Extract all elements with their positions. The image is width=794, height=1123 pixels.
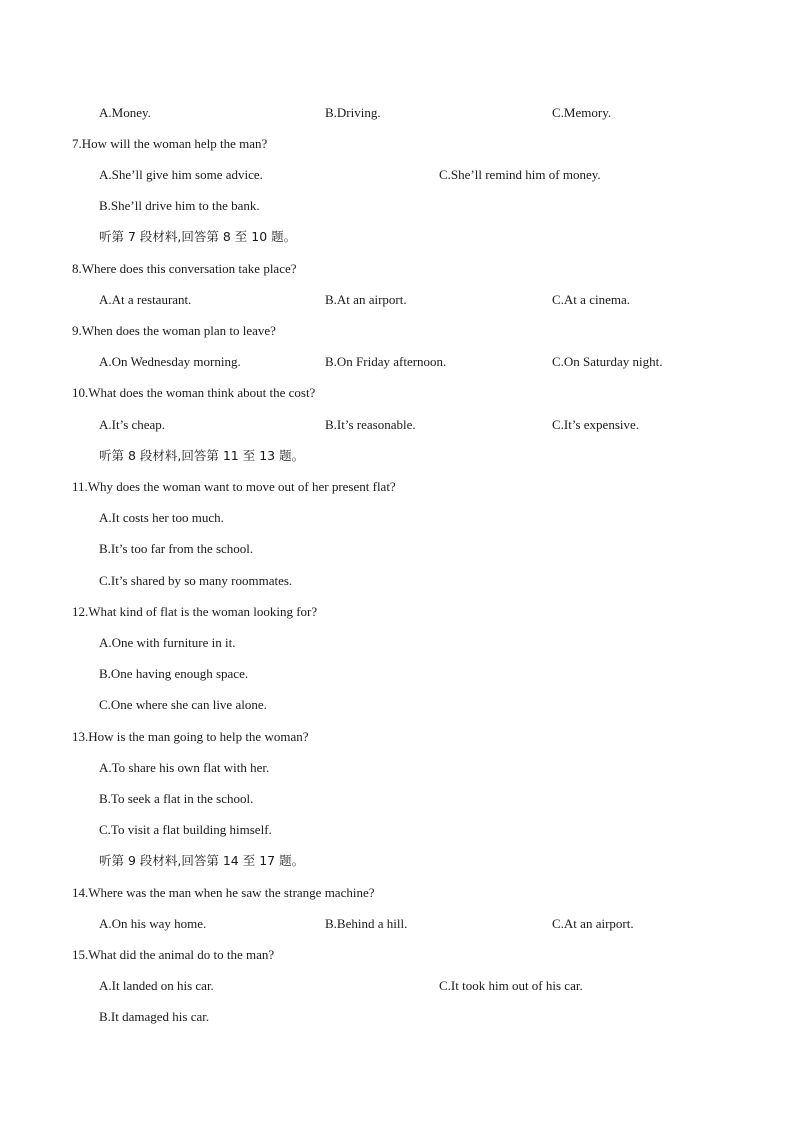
q13-option-b: B.To seek a flat in the school.: [99, 791, 254, 806]
section-heading-8: 听第 8 段材料,回答第 11 至 13 题。: [99, 448, 305, 463]
q7-option-b: B.She’ll drive him to the bank.: [99, 198, 260, 213]
q15-option-a: A.It landed on his car.: [99, 978, 214, 993]
question-14: 14.Where was the man when he saw the strange machine?: [72, 885, 375, 900]
section-heading-9: 听第 9 段材料,回答第 14 至 17 题。: [99, 853, 305, 868]
question-8: 8.Where does this conversation take place?: [72, 261, 297, 276]
question-13: 13.How is the man going to help the woman?: [72, 729, 309, 744]
q12-option-a: A.One with furniture in it.: [99, 635, 236, 650]
q11-option-b: B.It’s too far from the school.: [99, 541, 254, 556]
q13-option-a: A.To share his own flat with her.: [99, 760, 270, 775]
q11-option-c: C.It’s shared by so many roommates.: [99, 573, 293, 588]
q9-option-b: B.On Friday afternoon.: [325, 354, 447, 369]
q13-option-c: C.To visit a flat building himself.: [99, 822, 272, 837]
q10-option-b: B.It’s reasonable.: [325, 417, 416, 432]
q11-option-a: A.It costs her too much.: [99, 510, 224, 525]
q14-option-b: B.Behind a hill.: [325, 916, 408, 931]
q9-option-c: C.On Saturday night.: [552, 354, 663, 369]
q14-option-a: A.On his way home.: [99, 916, 207, 931]
q7-option-c: C.She’ll remind him of money.: [439, 167, 601, 182]
question-7: 7.How will the woman help the man?: [72, 136, 268, 151]
q7-option-a: A.She’ll give him some advice.: [99, 167, 263, 182]
question-10: 10.What does the woman think about the cost?: [72, 385, 316, 400]
q10-option-c: C.It’s expensive.: [552, 417, 640, 432]
q15-option-b: B.It damaged his car.: [99, 1009, 210, 1024]
q15-option-c: C.It took him out of his car.: [439, 978, 583, 993]
question-12: 12.What kind of flat is the woman looking for?: [72, 604, 318, 619]
q10-option-a: A.It’s cheap.: [99, 417, 166, 432]
question-11: 11.Why does the woman want to move out of her present flat?: [72, 479, 396, 494]
q9-option-a: A.On Wednesday morning.: [99, 354, 241, 369]
q14-option-c: C.At an airport.: [552, 916, 634, 931]
q8-option-b: B.At an airport.: [325, 292, 407, 307]
section-heading-7: 听第 7 段材料,回答第 8 至 10 题。: [99, 229, 297, 244]
q8-option-c: C.At a cinema.: [552, 292, 630, 307]
q6-option-a: A.Money.: [99, 105, 151, 120]
q8-option-a: A.At a restaurant.: [99, 292, 192, 307]
q6-option-c: C.Memory.: [552, 105, 612, 120]
q6-option-b: B.Driving.: [325, 105, 381, 120]
q12-option-b: B.One having enough space.: [99, 666, 249, 681]
question-15: 15.What did the animal do to the man?: [72, 947, 275, 962]
question-9: 9.When does the woman plan to leave?: [72, 323, 276, 338]
q12-option-c: C.One where she can live alone.: [99, 697, 267, 712]
